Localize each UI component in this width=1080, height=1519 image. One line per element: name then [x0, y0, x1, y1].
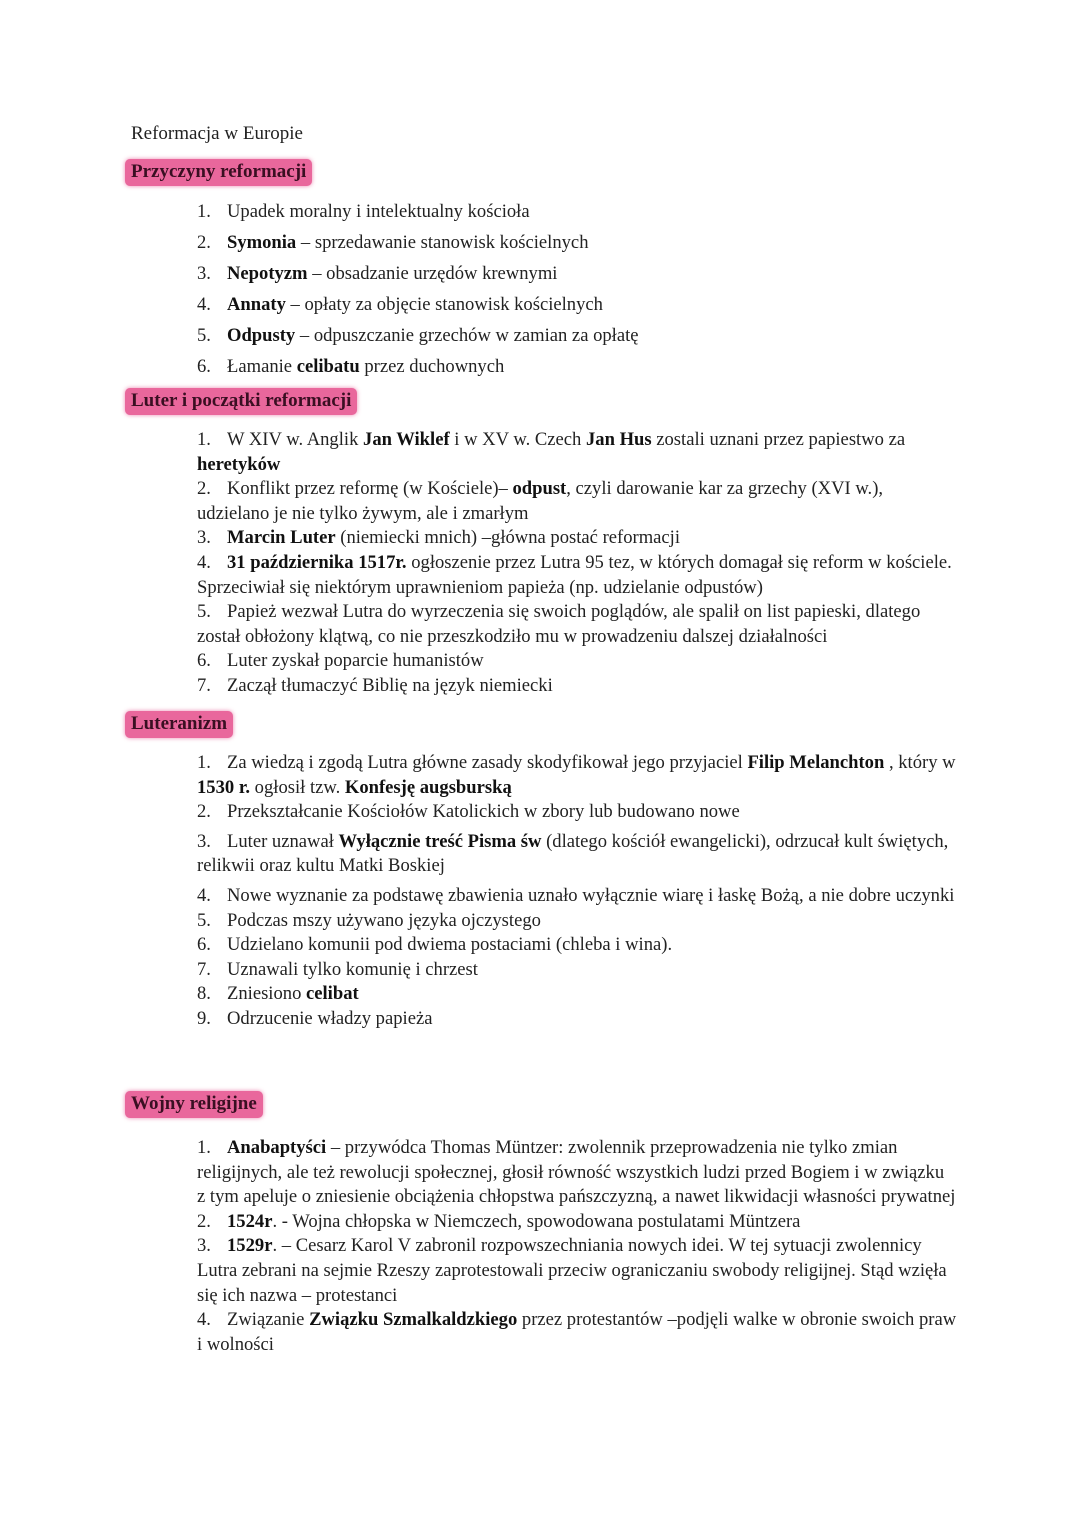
list-item [197, 800, 957, 825]
list-item [197, 649, 957, 674]
item-text: Przekształcanie Kościołów Katolickich w zbory lub budowano nowe [227, 801, 740, 823]
item-text: Uznawali tylko komunię i chrzest [227, 958, 478, 980]
bold-term: Jan Wiklef [363, 429, 450, 450]
item-text: – obsadzanie urzędów krewnymi [307, 262, 558, 284]
item-text: Za wiedzą i zgodą Lutra główne zasady skodyfikował jego przyjaciel [227, 752, 748, 773]
section-heading-przyczyny: Przyczyny reformacji [125, 159, 312, 186]
item-text: Luter uznawał [227, 830, 339, 852]
section-heading-wojny: Wojny religijne [125, 1091, 263, 1118]
bold-term: Anabaptyści [227, 1137, 327, 1158]
list-item [197, 909, 957, 934]
list-item [197, 262, 957, 287]
list-item [197, 958, 957, 983]
list-item [197, 751, 957, 800]
item-text: (dlatego kościół ewangelicki), odrzucał kult świętych, relikwii oraz kultu Matki Boskiej [197, 830, 949, 877]
bold-term: Filip Melanchton [747, 752, 885, 773]
list-number: 7. [197, 958, 211, 980]
bold-term: Wyłącznie treść Pisma św [338, 830, 542, 852]
list-item [197, 231, 957, 256]
bold-term: celibatu [296, 355, 360, 377]
list-item [197, 1007, 957, 1032]
list-item [197, 1136, 957, 1210]
list-number: 4. [197, 551, 211, 573]
list-number: 1. [197, 429, 211, 450]
item-text: przez duchownych [359, 355, 505, 377]
list-item [197, 674, 957, 699]
item-text: przez protestantów –podjęli walke w obronie swoich praw i wolności [197, 1309, 957, 1355]
section-heading-luteranizm: Luteranizm [125, 711, 233, 738]
list-number: 6. [197, 355, 211, 377]
item-text: Odrzucenie władzy papieża [227, 1007, 433, 1029]
list-number: 1. [197, 201, 211, 222]
list-item [197, 324, 957, 349]
item-text: Udzielano komunii pod dwiema postaciami (chleba i wina). [227, 934, 673, 956]
item-text: Łamanie [227, 355, 297, 377]
bold-term: heretyków [197, 453, 281, 475]
document-title: Reformacja w Europie [131, 123, 303, 144]
bold-term: Konfesję augsburską [344, 776, 512, 798]
bold-term: 1530 r. [197, 776, 251, 798]
bold-term: Jan Hus [585, 429, 652, 450]
list-item [197, 477, 957, 526]
item-text: Papież wezwał Lutra do wyrzeczenia się swoich poglądów, ale spalił on list papieski, dlatego został obłożony klątwą, co nie przeszkodziło mu w prowadzeniu dalszej działalności [197, 601, 921, 647]
list-przyczyny [197, 200, 957, 386]
list-number: 4. [197, 1309, 211, 1331]
item-text: Zniesiono [227, 983, 307, 1005]
list-number: 2. [197, 231, 211, 253]
bold-term: odpust [512, 478, 567, 500]
item-text: Luter zyskał poparcie humanistów [227, 650, 484, 672]
item-text: i w XV w. Czech [449, 429, 586, 450]
list-number: 4. [197, 884, 211, 906]
item-text: . – Cesarz Karol V zabronil rozpowszechniania nowych idei. W tej sytuacji zwolennicy Lutra zebrani na sejmie Rzeszy zaprotestowali przeciw ograniczaniu swobody religijnej. Stąd wzięła się ich nazwa – protestanci [197, 1235, 947, 1306]
item-text: Związanie [227, 1309, 310, 1331]
item-text: – odpuszczanie grzechów w zamian za opłatę [295, 324, 639, 346]
list-number: 3. [197, 527, 211, 549]
list-item [197, 428, 957, 477]
item-text: . - Wojna chłopska w Niemczech, spowodowana postulatami Müntzera [272, 1210, 801, 1232]
list-item [197, 884, 957, 909]
item-text: , czyli darowanie kar za grzechy (XVI w.), udzielano je nie tylko żywym, ale i zmarłym [197, 478, 884, 524]
item-text: – opłaty za objęcie stanowisk kościelnych [285, 293, 603, 315]
bold-term: Związku Szmalkaldzkiego [309, 1309, 518, 1331]
bold-term: 1524r [227, 1210, 273, 1232]
item-text: (niemiecki mnich) –główna postać reformacji [335, 527, 680, 549]
list-number: 5. [197, 601, 211, 623]
list-number: 2. [197, 478, 211, 500]
bold-term: Symonia [227, 231, 297, 253]
list-item [197, 1234, 957, 1308]
list-number: 2. [197, 1210, 211, 1232]
list-number: 3. [197, 1235, 211, 1257]
list-wojny [197, 1136, 957, 1357]
item-text: ogłosił tzw. [250, 776, 345, 798]
list-item [197, 933, 957, 958]
list-number: 3. [197, 830, 211, 852]
list-number: 8. [197, 983, 211, 1005]
item-text: Zaczął tłumaczyć Biblię na język niemiecki [227, 674, 553, 696]
list-item [197, 355, 957, 380]
item-text: Podczas mszy używano języka ojczystego [227, 909, 541, 931]
list-item [197, 982, 957, 1007]
list-number: 9. [197, 1007, 211, 1029]
item-text: Konflikt przez reformę (w Kościele)– [227, 478, 513, 500]
item-text: – przywódca Thomas Müntzer: zwolennik przeprowadzenia nie tylko zmian religijnych, ale też rewolucji społecznej, głosił równość wszystkich ludzi przed Bogiem i w związku z tym apeluje o zniesienie obciążenia chłopstwa pańszczyzną, a nawet likwidacji własności prywatnej [197, 1137, 956, 1208]
bold-term: 1529r [227, 1235, 273, 1257]
item-text: Upadek moralny i intelektualny kościoła [227, 201, 530, 222]
list-item [197, 526, 957, 551]
list-number: 6. [197, 650, 211, 672]
bold-term: celibat [306, 983, 359, 1005]
list-item [197, 830, 957, 879]
bold-term: Nepotyzm [227, 262, 308, 284]
list-item [197, 551, 957, 600]
list-item [197, 293, 957, 318]
list-item [197, 1210, 957, 1235]
bold-term: 31 października 1517r. [227, 551, 407, 573]
item-text: – sprzedawanie stanowisk kościelnych [296, 231, 589, 253]
list-luter [197, 428, 957, 699]
bold-term: Odpusty [227, 324, 296, 346]
list-number: 6. [197, 934, 211, 956]
list-number: 1. [197, 752, 211, 773]
list-luteranizm [197, 751, 957, 1032]
list-number: 5. [197, 909, 211, 931]
list-number: 4. [197, 293, 211, 315]
section-heading-luter: Luter i początki reformacji [125, 388, 357, 415]
bold-term: Annaty [227, 293, 286, 315]
item-text: ogłoszenie przez Lutra 95 tez, w których domagał się reform w kościele. Sprzeciwiał się niektórym uprawnieniom papieża (np. udzielanie odpustów) [197, 551, 952, 598]
item-text: W XIV w. Anglik [227, 429, 364, 450]
list-item [197, 200, 957, 225]
bold-term: Marcin Luter [227, 527, 336, 549]
list-item [197, 600, 957, 649]
list-number: 7. [197, 674, 211, 696]
list-number: 5. [197, 324, 211, 346]
item-text: Nowe wyznanie za podstawę zbawienia uznało wyłącznie wiarę i łaskę Bożą, a nie dobre uczynki [227, 884, 955, 906]
list-item [197, 1308, 957, 1357]
item-text: , który w [884, 752, 956, 773]
list-number: 1. [197, 1137, 211, 1158]
item-text: zostali uznani przez papiestwo za [651, 429, 906, 450]
list-number: 3. [197, 262, 211, 284]
list-number: 2. [197, 801, 211, 823]
